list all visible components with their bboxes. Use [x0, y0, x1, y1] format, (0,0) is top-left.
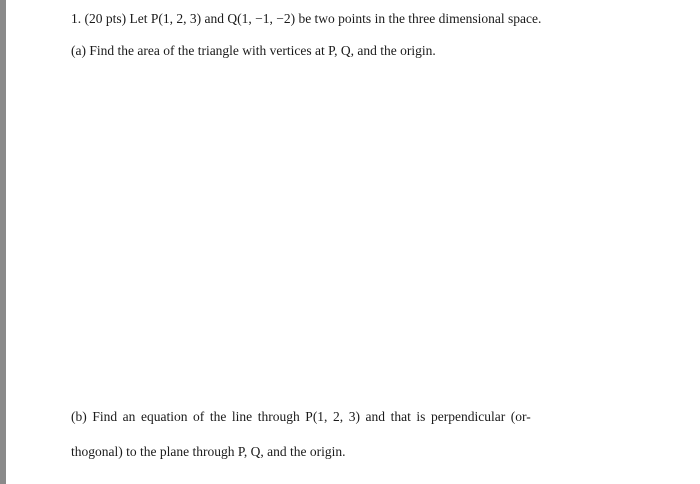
- part-b-text-line1: (b) Find an equation of the line through P(1, 2, 3) and that is perpendicular (or-: [71, 409, 531, 424]
- part-b-text-line2: thogonal) to the plane through P, Q, and the origin.: [71, 444, 346, 459]
- part-a-text: (a) Find the area of the triangle with vertices at P, Q, and the origin.: [71, 43, 436, 58]
- page-left-edge: [0, 0, 6, 484]
- question-header: 1. (20 pts) Let P(1, 2, 3) and Q(1, −1, −2) be two points in the three dimensional space.: [71, 11, 542, 26]
